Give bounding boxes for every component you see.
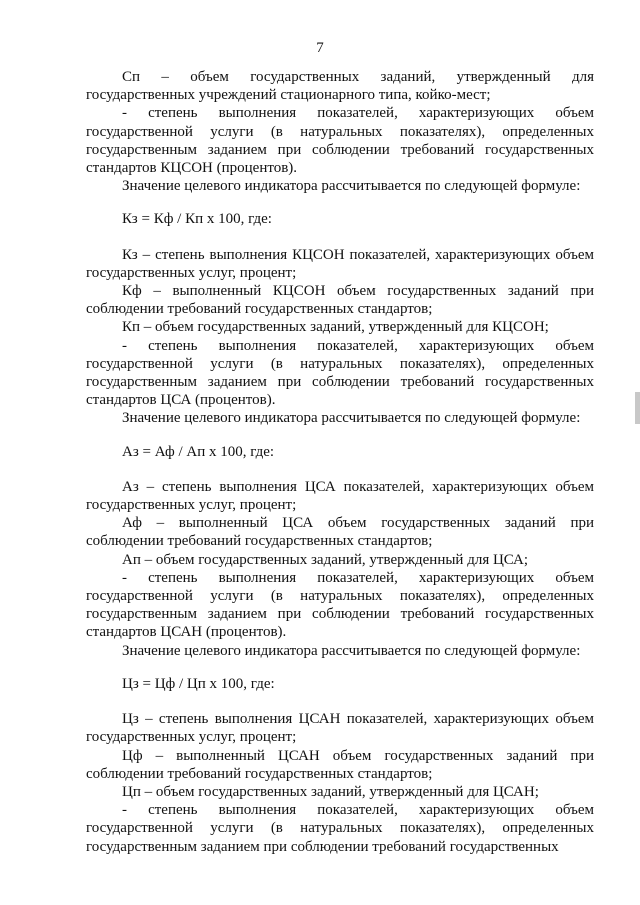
spacer — [86, 195, 594, 210]
formula-tsz: Цз = Цф / Цп х 100, где: — [122, 675, 275, 692]
paragraph-formula-intro: Значение целевого индикатора рассчитывается по следующей формуле: — [122, 642, 581, 659]
formula-az: Аз = Аф / Ап х 100, где: — [122, 443, 275, 460]
spacer — [86, 693, 594, 710]
spacer — [86, 461, 594, 478]
paragraph-kp-definition: Кп – объем государственных заданий, утвержденный для КЦСОН; — [122, 319, 549, 336]
paragraph-af-definition: Аф – выполненный ЦСА объем государственных заданий при соблюдении требований государственных стандартов; — [86, 515, 594, 550]
page-number: 7 — [316, 40, 324, 56]
paragraph-kcson-standard-degree: - степень выполнения показателей, характеризующих объем государственной услуги (в натуральных показателях), определенных государственным заданием при соблюдении требований государственных стандартов КЦСОН (процентов). — [86, 105, 594, 177]
paragraph-kf-definition: Кф – выполненный КЦСОН объем государственных заданий при соблюдении требований государственных стандартов; — [86, 283, 594, 318]
paragraph-tsz-definition: Цз – степень выполнения ЦСАН показателей, характеризующих объем государственных услуг, процент; — [86, 711, 594, 746]
document-body — [86, 68, 594, 856]
paragraph-sp-definition: Сп – объем государственных заданий, утвержденный для государственных учреждений стационарного типа, койко-мест; — [86, 69, 594, 104]
spacer — [86, 229, 594, 246]
spacer — [86, 660, 594, 675]
paragraph-formula-intro: Значение целевого индикатора рассчитывается по следующей формуле: — [122, 410, 581, 427]
scan-edge-mark — [635, 392, 640, 424]
paragraph-az-definition: Аз – степень выполнения ЦСА показателей, характеризующих объем государственных услуг, процент; — [86, 478, 594, 514]
paragraph-csa-standard-degree: - степень выполнения показателей, характеризующих объем государственной услуги (в натуральных показателях), определенных государственным заданием при соблюдении требований государственных стандартов ЦСА (процентов). — [86, 337, 594, 409]
paragraph-tsf-definition: Цф – выполненный ЦСАН объем государственных заданий при соблюдении требований государственных стандартов; — [86, 747, 594, 782]
formula-kz: Кз = Кф / Кп х 100, где: — [122, 211, 272, 228]
paragraph-continued-degree: - степень выполнения показателей, характеризующих объем государственной услуги (в натуральных показателях), определенных государственным заданием при соблюдении требований государственных — [86, 802, 594, 855]
paragraph-formula-intro: Значение целевого индикатора рассчитывается по следующей формуле: — [122, 178, 581, 195]
paragraph-csan-standard-degree: - степень выполнения показателей, характеризующих объем государственной услуги (в натуральных показателях), определенных государственным заданием при соблюдении требований государственных стандартов ЦСАН (процентов). — [86, 569, 594, 641]
paragraph-kz-definition: Кз – степень выполнения КЦСОН показателей, характеризующих объем государственных услуг, процент; — [86, 246, 594, 281]
paragraph-tsp-definition: Цп – объем государственных заданий, утвержденный для ЦСАН; — [122, 783, 539, 800]
paragraph-ap-definition: Ап – объем государственных заданий, утвержденный для ЦСА; — [122, 551, 529, 568]
spacer — [86, 428, 594, 443]
